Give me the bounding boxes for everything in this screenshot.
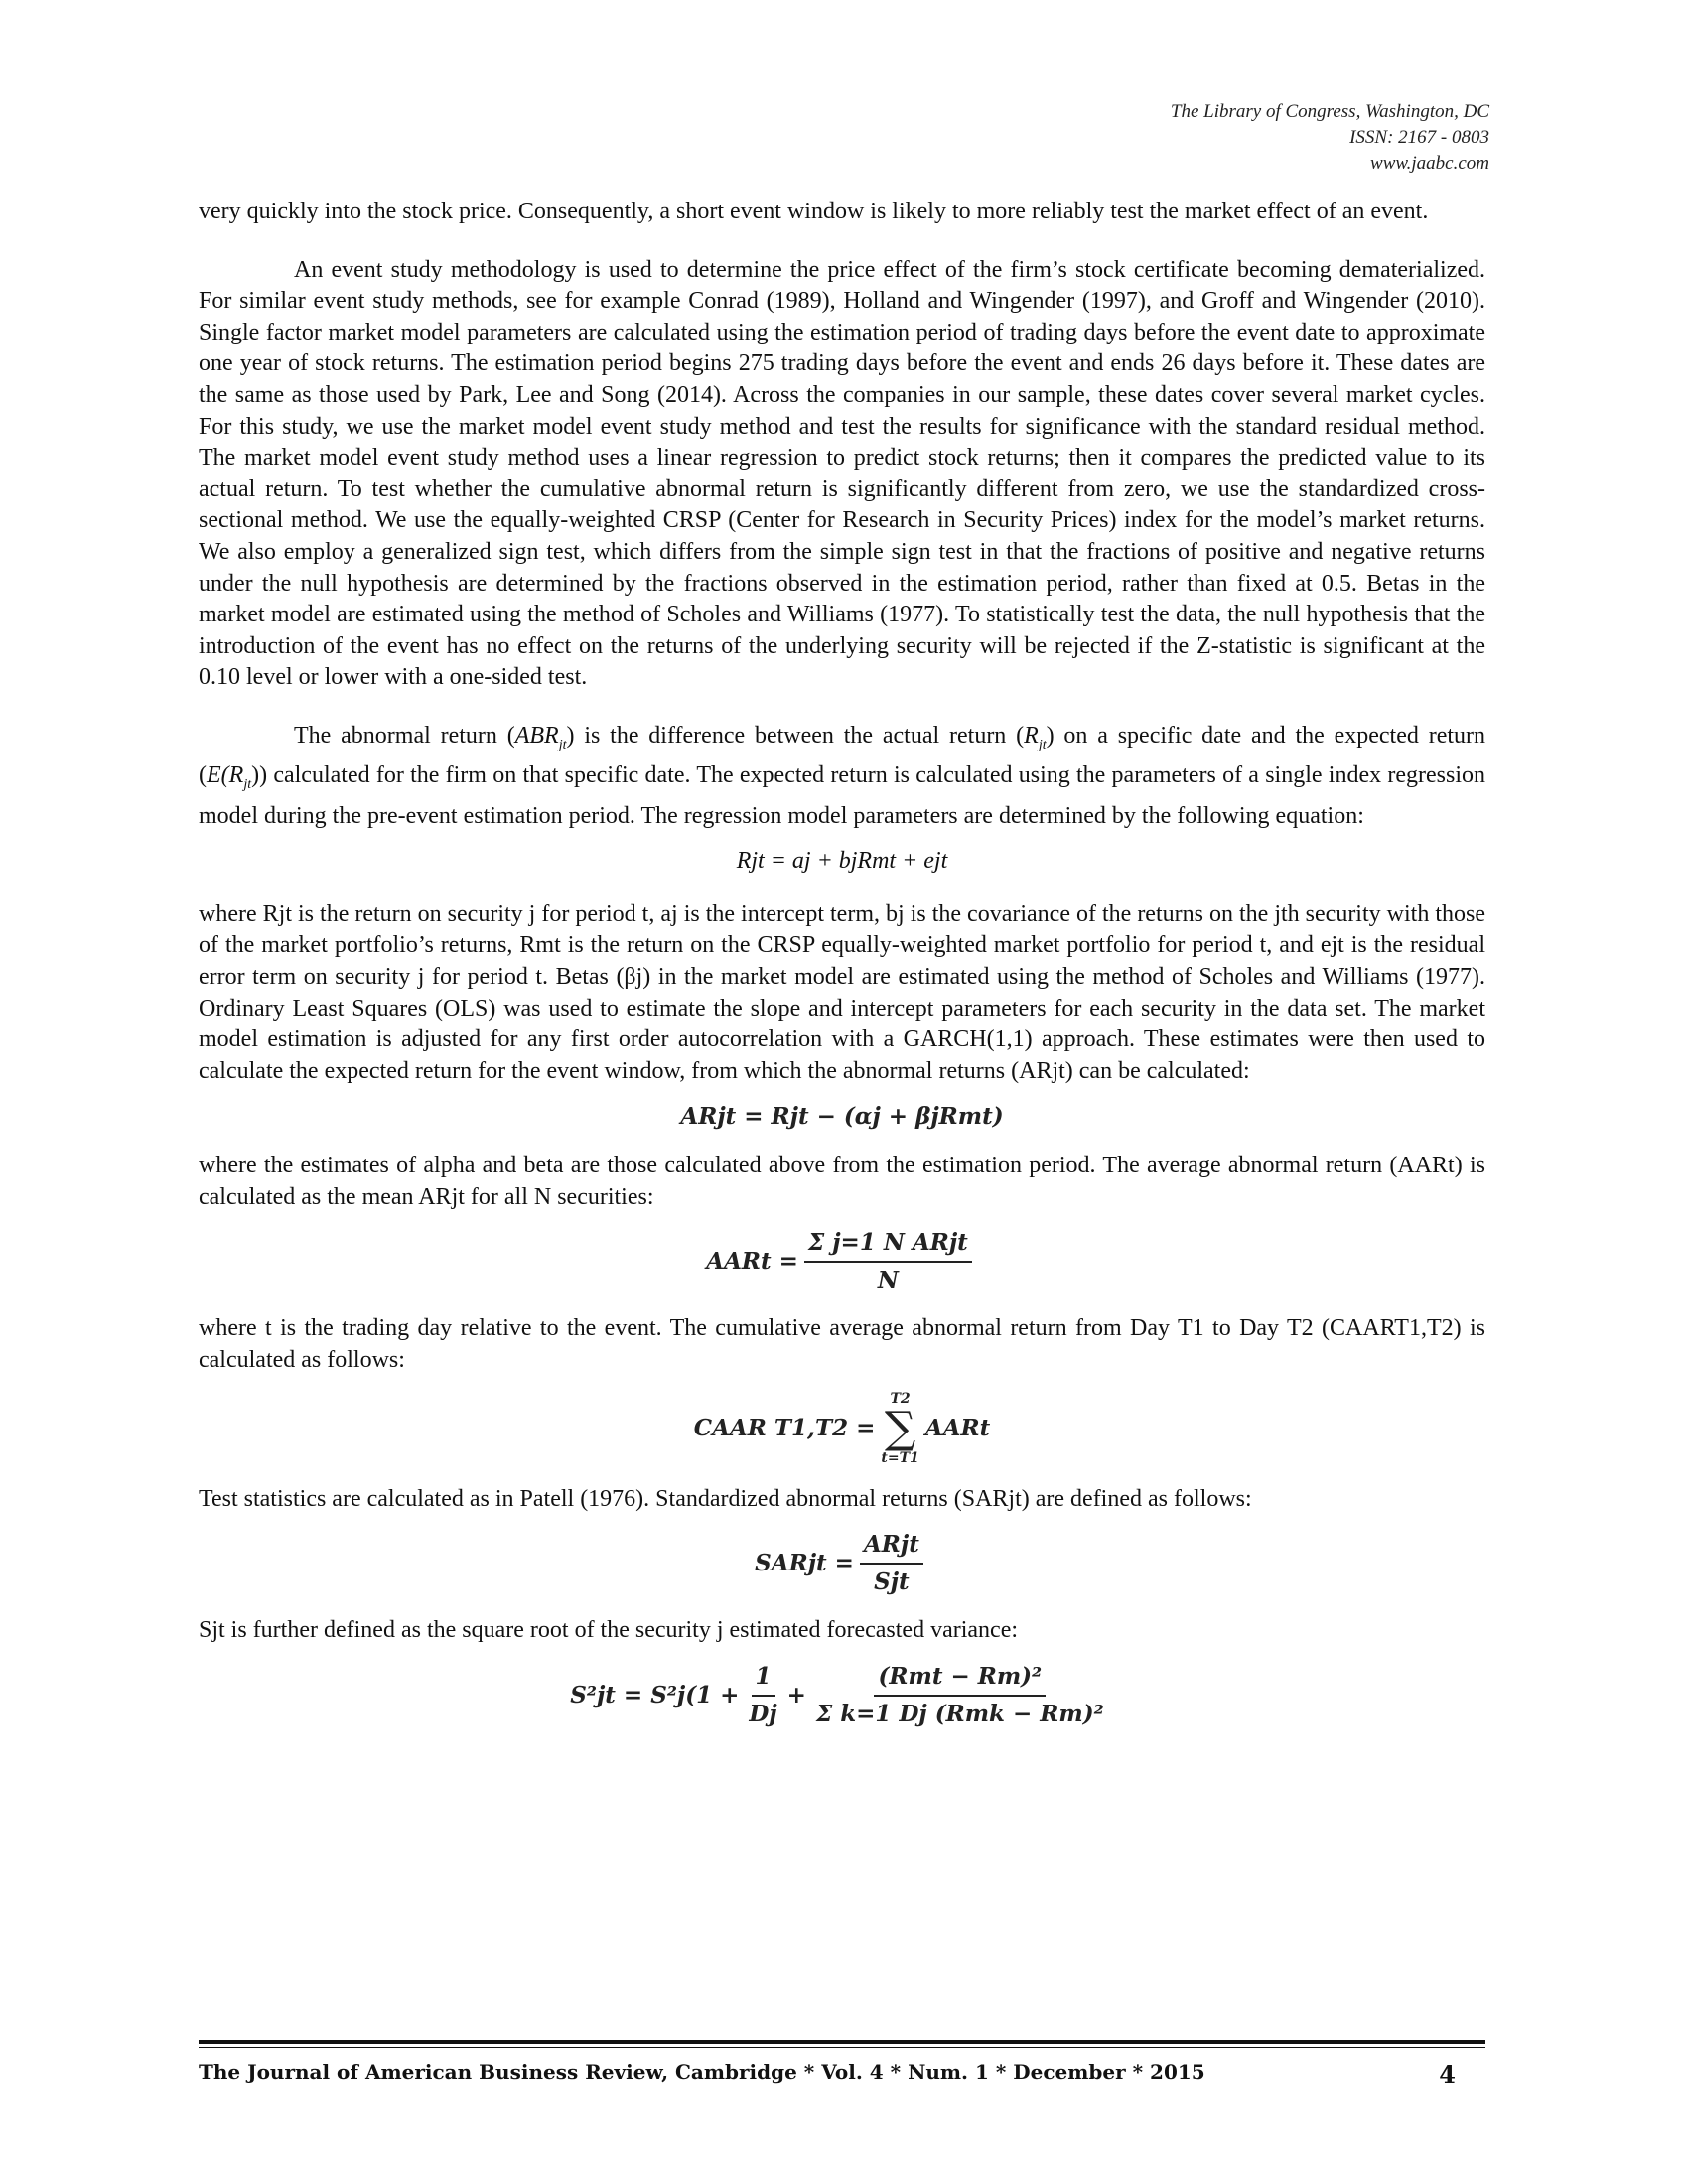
header-url: www.jaabc.com [1370,153,1489,174]
aar-fraction [804,1227,972,1296]
sum-upper-limit: T2 [890,1390,911,1407]
variance-fraction-2-denominator: Σ k=1 Dj (Rmk − Rm)² [815,1700,1104,1727]
paragraph-methodology: An event study methodology is used to determine the price effect of the firm’s stock certificate becoming dematerialized. For similar event study methods, see for example Conrad (1989), Holland and Wingender (1997), and Groff and Wingender (2010). Single factor market model parameters are calculated using the estimation period of trading days before the event date to approximate one year of stock returns. The estimation period begins 275 trading days before the event and ends 26 days before it. These dates are the same as those used by Park, Lee and Song (2014). Across the companies in our sample, these dates cover several market cycles. For this study, we use the market model event study method and test the results for significance with the standard residual method. The market model event study method uses a linear regression to predict stock returns; then it compares the predicted value to its actual return. To test whether the cumulative abnormal return is significantly different from zero, we use the standardized cross-sectional method. We use the equally-weighted CRSP (Center for Research in Security Prices) index for the model’s market returns. We also employ a generalized sign test, which differs from the simple sign test in that the fractions of positive and negative returns under the null hypothesis are determined by the fractions observed in the estimation period, rather than fixed at 0.5. Betas in the market model are estimated using the method of Scholes and Williams (1977). To statistically test the data, the null hypothesis that the introduction of the event has no effect on the returns of the underlying security will be rejected if the Z-statistic is significant at the 0.10 level or lower with a one-sided test. [199,256,1485,691]
caar-rhs: AARt [924,1414,991,1441]
paragraph-test-statistics: Test statistics are calculated as in Patell (1976). Standardized abnormal returns (SARjt) are defined as follows: [199,1485,1252,1512]
variance-fraction-1-numerator: 1 [752,1661,775,1697]
equation-aar [199,1227,1485,1296]
page-footer [199,2040,1485,2089]
variance-fraction-2 [812,1661,1108,1729]
footer-text [199,2060,1485,2089]
equation-caar [199,1391,1485,1466]
sar-denominator: Sjt [874,1568,910,1595]
aar-numerator: Σ j=1 N ARjt [804,1227,972,1263]
variance-plus: + [786,1681,806,1708]
footer-rule-thin [199,2047,1485,2048]
sar-numerator: ARjt [860,1529,923,1565]
variance-fraction-1 [745,1661,780,1729]
equation-sar [199,1529,1485,1597]
paragraph-average-abnormal: where the estimates of alpha and beta are those calculated above from the estimation period. The average abnormal return (AARt) is calculated as the mean ARjt for all N securities: [199,1153,1485,1210]
sum-lower-limit: t=T1 [881,1449,919,1466]
equation-variance [199,1661,1485,1729]
equation-abnormal-return: ARjt = Rjt − (αj + βjRmt) [680,1103,1004,1131]
header-issn: ISSN: 2167 - 0803 [1349,127,1489,148]
sigma-symbol: ∑ [884,1402,916,1453]
aar-lhs: AARt = [706,1248,798,1276]
caar-lhs: CAAR T1,T2 = [693,1414,876,1441]
sar-fraction [860,1529,923,1597]
variance-fraction-2-numerator: (Rmt − Rm)² [874,1661,1046,1697]
running-header [1171,99,1489,177]
paragraph-where-rjt: where Rjt is the return on security j for period t, aj is the intercept term, bj is the covariance of the returns on the jth security with those of the market portfolio’s returns, Rmt is the return on the CRSP equally-weighted market portfolio for period t, and ejt is the residual error term on security j for period t. Betas (βj) in the market model are estimated using the method of Scholes and Williams (1977). Ordinary Least Squares (OLS) was used to estimate the slope and intercept parameters for each security in the data set. The market model estimation is adjusted for any first order autocorrelation with a GARCH(1,1) approach. These estimates were then used to calculate the expected return for the event window, from which the abnormal returns (ARjt) can be calculated: [199,900,1485,1084]
header-library: The Library of Congress, Washington, DC [1170,101,1489,122]
journal-citation: The Journal of American Business Review, Cambridge * Vol. 4 * Num. 1 * December * 2015 [199,2060,1205,2084]
footer-rule-thick [199,2040,1485,2044]
page-number: 4 [1439,2060,1456,2089]
paragraph-cumulative: where t is the trading day relative to the event. The cumulative average abnormal return from Day T1 to Day T2 (CAART1,T2) is calculated as follows: [199,1315,1485,1373]
summation-operator [881,1391,918,1466]
variance-fraction-1-denominator: Dj [749,1700,777,1727]
sar-lhs: SARjt = [755,1549,854,1576]
aar-denominator: N [877,1266,899,1294]
variance-lhs: S²jt = S²j(1 + [570,1681,740,1708]
article-body [199,197,1485,1747]
equation-market-model: Rjt = aj + bjRmt + ejt [736,848,948,875]
paragraph-variance: Sjt is further defined as the square root of the security j estimated forecasted variance: [199,1617,1019,1644]
paragraph-intro: very quickly into the stock price. Consequently, a short event window is likely to more reliably test the market effect of an event. [199,199,1429,224]
paragraph-abnormal-return: The abnormal return $(ABR_{jt})$ is the difference between the actual return $(R_{jt})$ on a specific date and the expected return $(E(R_{jt}))$ calculated for the firm on that specific date. The expected return is calculated using the parameters of a single index regression model during the pre-event estimation period. The regression model parameters are determined by the following equation: [199,722,1486,829]
